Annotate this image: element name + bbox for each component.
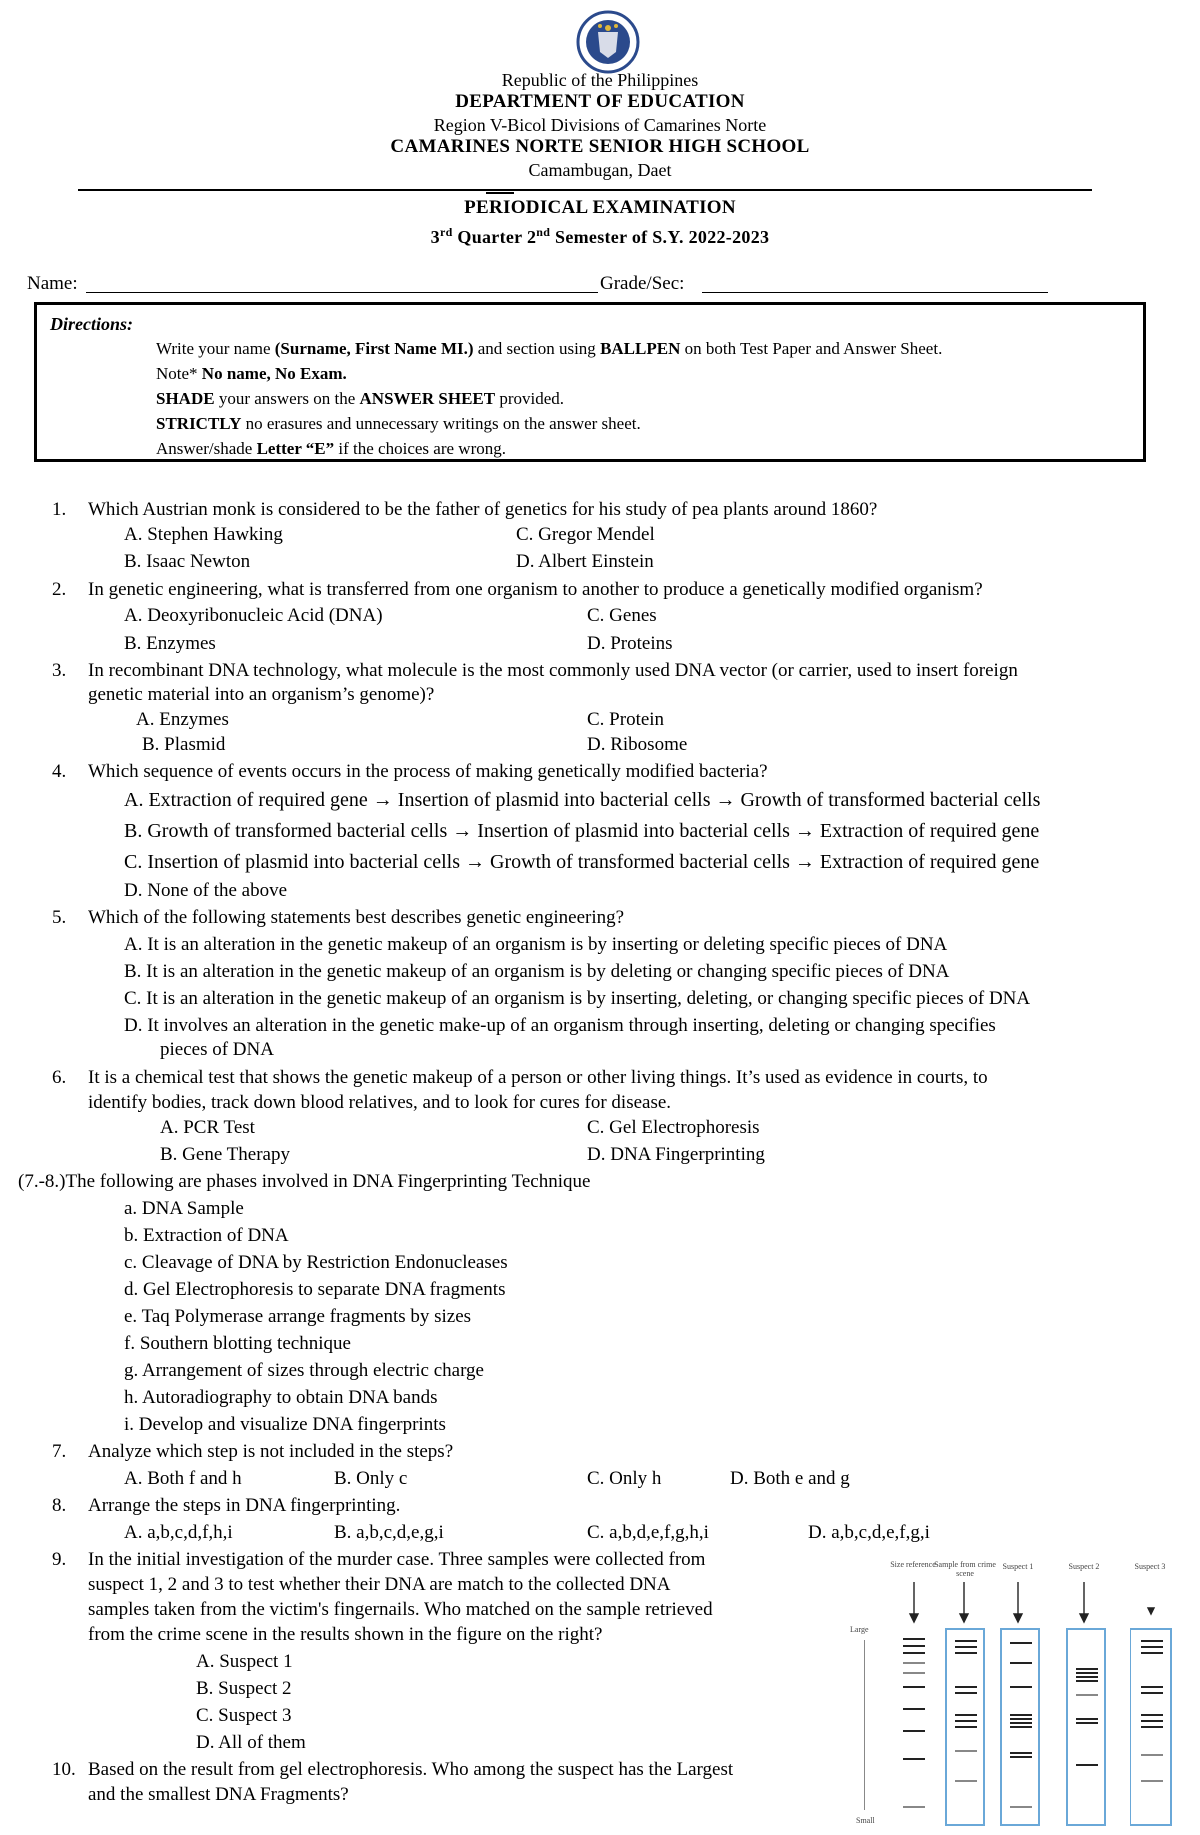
q3-text-1: In recombinant DNA technology, what molecule is the most commonly used DNA vector (or carrier, used to insert foreign bbox=[88, 660, 1018, 681]
q2-option-b[interactable]: B. Enzymes bbox=[124, 633, 216, 654]
q8-text: Arrange the steps in DNA fingerprinting. bbox=[88, 1495, 401, 1516]
grade-field[interactable] bbox=[702, 292, 1048, 293]
q5-option-d[interactable]: D. It involves an alteration in the genetic make-up of an organism through inserting, deleting or changing specifies bbox=[124, 1015, 996, 1036]
q8-option-d[interactable]: D. a,b,c,d,e,f,g,i bbox=[808, 1522, 930, 1543]
q8-option-c[interactable]: C. a,b,d,e,f,g,h,i bbox=[587, 1522, 709, 1543]
step-item: i. Develop and visualize DNA fingerprints bbox=[124, 1414, 446, 1435]
q4-option-c[interactable]: C. Insertion of plasmid into bacterial cells → Growth of transformed bacterial cells → Extraction of required gene bbox=[124, 851, 1040, 873]
lane-size-reference bbox=[900, 1632, 930, 1822]
q6-option-b[interactable]: B. Gene Therapy bbox=[160, 1144, 290, 1165]
q1-option-d[interactable]: D. Albert Einstein bbox=[516, 551, 654, 572]
q9-option-d[interactable]: D. All of them bbox=[196, 1732, 306, 1753]
header-address: Camambugan, Daet bbox=[528, 160, 672, 180]
q4-text: Which sequence of events occurs in the process of making genetically modified bacteria? bbox=[88, 761, 768, 782]
q4-option-b[interactable]: B. Growth of transformed bacterial cells → Insertion of plasmid into bacterial cells → Extraction of required gene bbox=[124, 820, 1040, 842]
q9-text-1: In the initial investigation of the murder case. Three samples were collected from bbox=[88, 1549, 706, 1570]
lane-suspect-3 bbox=[1130, 1628, 1172, 1826]
step-item: g. Arrangement of sizes through electric charge bbox=[124, 1360, 484, 1381]
lane-label-suspect-1: Suspect 1 bbox=[1002, 1562, 1034, 1571]
q3-option-b[interactable]: B. Plasmid bbox=[142, 734, 226, 755]
q6-option-a[interactable]: A. PCR Test bbox=[160, 1117, 255, 1138]
q4-number: 4. bbox=[52, 761, 67, 782]
q2-option-c[interactable]: C. Genes bbox=[587, 605, 657, 626]
q1-option-a[interactable]: A. Stephen Hawking bbox=[124, 524, 283, 545]
deped-seal bbox=[576, 10, 640, 74]
directions-line-4: STRICTLY no erasures and unnecessary writings on the answer sheet. bbox=[156, 414, 641, 433]
q9-text-2: suspect 1, 2 and 3 to test whether their DNA are match to the collected DNA bbox=[88, 1574, 671, 1595]
header-republic: Republic of the Philippines bbox=[501, 70, 699, 90]
q9-option-b[interactable]: B. Suspect 2 bbox=[196, 1678, 292, 1699]
q6-text-2: identify bodies, track down blood relatives, and to look for cures for disease. bbox=[88, 1092, 672, 1113]
lane-suspect-2 bbox=[1066, 1628, 1106, 1826]
q10-text-1: Based on the result from gel electrophoresis. Who among the suspect has the Largest bbox=[88, 1759, 734, 1780]
step-item: e. Taq Polymerase arrange fragments by sizes bbox=[124, 1306, 472, 1327]
q1-option-b[interactable]: B. Isaac Newton bbox=[124, 551, 251, 572]
directions-line-2: Note* No name, No Exam. bbox=[156, 364, 347, 383]
q3-text-2: genetic material into an organism’s genome)? bbox=[88, 684, 435, 705]
q5-option-a[interactable]: A. It is an alteration in the genetic makeup of an organism is by inserting or deleting specific pieces of DNA bbox=[124, 934, 948, 955]
lane-label-crime-scene: Sample from crime scene bbox=[934, 1560, 996, 1578]
q5-number: 5. bbox=[52, 907, 67, 928]
directions-line-1: Write your name (Surname, First Name MI.) and section using BALLPEN on both Test Paper and Answer Sheet. bbox=[156, 339, 943, 358]
step-item: a. DNA Sample bbox=[124, 1198, 244, 1219]
name-field[interactable] bbox=[86, 292, 598, 293]
q5-option-d-cont: pieces of DNA bbox=[160, 1039, 274, 1060]
header-department: DEPARTMENT OF EDUCATION bbox=[455, 91, 745, 112]
q3-option-a[interactable]: A. Enzymes bbox=[136, 709, 229, 730]
q4-option-d[interactable]: D. None of the above bbox=[124, 880, 288, 901]
q2-option-d[interactable]: D. Proteins bbox=[587, 633, 673, 654]
step-item: b. Extraction of DNA bbox=[124, 1225, 289, 1246]
lane-label-size-reference: Size reference bbox=[890, 1560, 936, 1569]
axis-label-large: Large bbox=[850, 1625, 869, 1634]
q7-number: 7. bbox=[52, 1441, 67, 1462]
header-region: Region V-Bicol Divisions of Camarines Norte bbox=[433, 115, 767, 135]
directions-line-3: SHADE your answers on the ANSWER SHEET provided. bbox=[156, 389, 565, 408]
q9-text-4: from the crime scene in the results shown in the figure on the right? bbox=[88, 1624, 603, 1645]
header-school: CAMARINES NORTE SENIOR HIGH SCHOOL bbox=[390, 136, 810, 157]
q10-text-2: and the smallest DNA Fragments? bbox=[88, 1784, 349, 1805]
q3-option-d[interactable]: D. Ribosome bbox=[587, 734, 688, 755]
q6-number: 6. bbox=[52, 1067, 67, 1088]
header-divider bbox=[78, 189, 1092, 191]
q3-option-c[interactable]: C. Protein bbox=[587, 709, 665, 730]
step-item: h. Autoradiography to obtain DNA bands bbox=[124, 1387, 438, 1408]
q1-number: 1. bbox=[52, 499, 67, 520]
q7-option-c[interactable]: C. Only h bbox=[587, 1468, 662, 1489]
name-label: Name: bbox=[27, 273, 78, 294]
lane-crime-scene bbox=[945, 1628, 985, 1826]
step-item: f. Southern blotting technique bbox=[124, 1333, 351, 1354]
q9-text-3: samples taken from the victim's fingernails. Who matched on the sample retrieved bbox=[88, 1599, 713, 1620]
grade-label: Grade/Sec: bbox=[600, 273, 685, 294]
lane-label-suspect-3: Suspect 3 bbox=[1134, 1562, 1166, 1571]
q8-number: 8. bbox=[52, 1495, 67, 1516]
step-item: c. Cleavage of DNA by Restriction Endonucleases bbox=[124, 1252, 508, 1273]
header-divider-accent bbox=[486, 192, 514, 194]
q6-option-d[interactable]: D. DNA Fingerprinting bbox=[587, 1144, 765, 1165]
q4-option-a[interactable]: A. Extraction of required gene → Insertion of plasmid into bacterial cells → Growth of transformed bacterial cells bbox=[124, 789, 1041, 811]
loading-arrows bbox=[850, 1578, 1180, 1628]
q2-number: 2. bbox=[52, 579, 67, 600]
lane-label-suspect-2: Suspect 2 bbox=[1068, 1562, 1100, 1571]
q1-text: Which Austrian monk is considered to be the father of genetics for his study of pea plants around 1860? bbox=[88, 499, 878, 520]
q5-text: Which of the following statements best describes genetic engineering? bbox=[88, 907, 625, 928]
size-axis-line bbox=[864, 1640, 865, 1810]
exam-term: 3rd Quarter 2nd Semester of S.Y. 2022-2023 bbox=[430, 225, 770, 247]
q9-option-a[interactable]: A. Suspect 1 bbox=[196, 1651, 293, 1672]
gel-electrophoresis-figure bbox=[850, 1560, 1180, 1830]
q5-option-c[interactable]: C. It is an alteration in the genetic makeup of an organism is by inserting, deleting, or changing specific pieces of DNA bbox=[124, 988, 1031, 1009]
q3-number: 3. bbox=[52, 660, 67, 681]
q9-number: 9. bbox=[52, 1549, 67, 1570]
lane-suspect-1 bbox=[1000, 1628, 1040, 1826]
q8-option-a[interactable]: A. a,b,c,d,f,h,i bbox=[124, 1522, 233, 1543]
q7-option-b[interactable]: B. Only c bbox=[334, 1468, 408, 1489]
q6-option-c[interactable]: C. Gel Electrophoresis bbox=[587, 1117, 760, 1138]
q10-number: 10. bbox=[52, 1759, 76, 1780]
axis-label-small: Small bbox=[856, 1816, 875, 1825]
directions-line-5: Answer/shade Letter “E” if the choices are wrong. bbox=[156, 439, 506, 458]
q2-option-a[interactable]: A. Deoxyribonucleic Acid (DNA) bbox=[124, 605, 383, 626]
step-item: d. Gel Electrophoresis to separate DNA fragments bbox=[124, 1279, 506, 1300]
q2-text: In genetic engineering, what is transferred from one organism to another to produce a genetically modified organism? bbox=[88, 579, 983, 600]
q7-text: Analyze which step is not included in the steps? bbox=[88, 1441, 454, 1462]
q1-option-c[interactable]: C. Gregor Mendel bbox=[516, 524, 655, 545]
q78-intro: (7.-8.)The following are phases involved in DNA Fingerprinting Technique bbox=[18, 1171, 591, 1192]
q5-option-b[interactable]: B. It is an alteration in the genetic makeup of an organism is by deleting or changing specific pieces of DNA bbox=[124, 961, 950, 982]
exam-title: PERIODICAL EXAMINATION bbox=[464, 197, 736, 218]
q7-option-a[interactable]: A. Both f and h bbox=[124, 1468, 242, 1489]
q8-option-b[interactable]: B. a,b,c,d,e,g,i bbox=[334, 1522, 444, 1543]
q6-text-1: It is a chemical test that shows the genetic makeup of a person or other living things. It’s used as evidence in courts, to bbox=[88, 1067, 988, 1088]
q9-option-c[interactable]: C. Suspect 3 bbox=[196, 1705, 292, 1726]
directions-title: Directions: bbox=[50, 314, 133, 334]
q7-option-d[interactable]: D. Both e and g bbox=[730, 1468, 850, 1489]
